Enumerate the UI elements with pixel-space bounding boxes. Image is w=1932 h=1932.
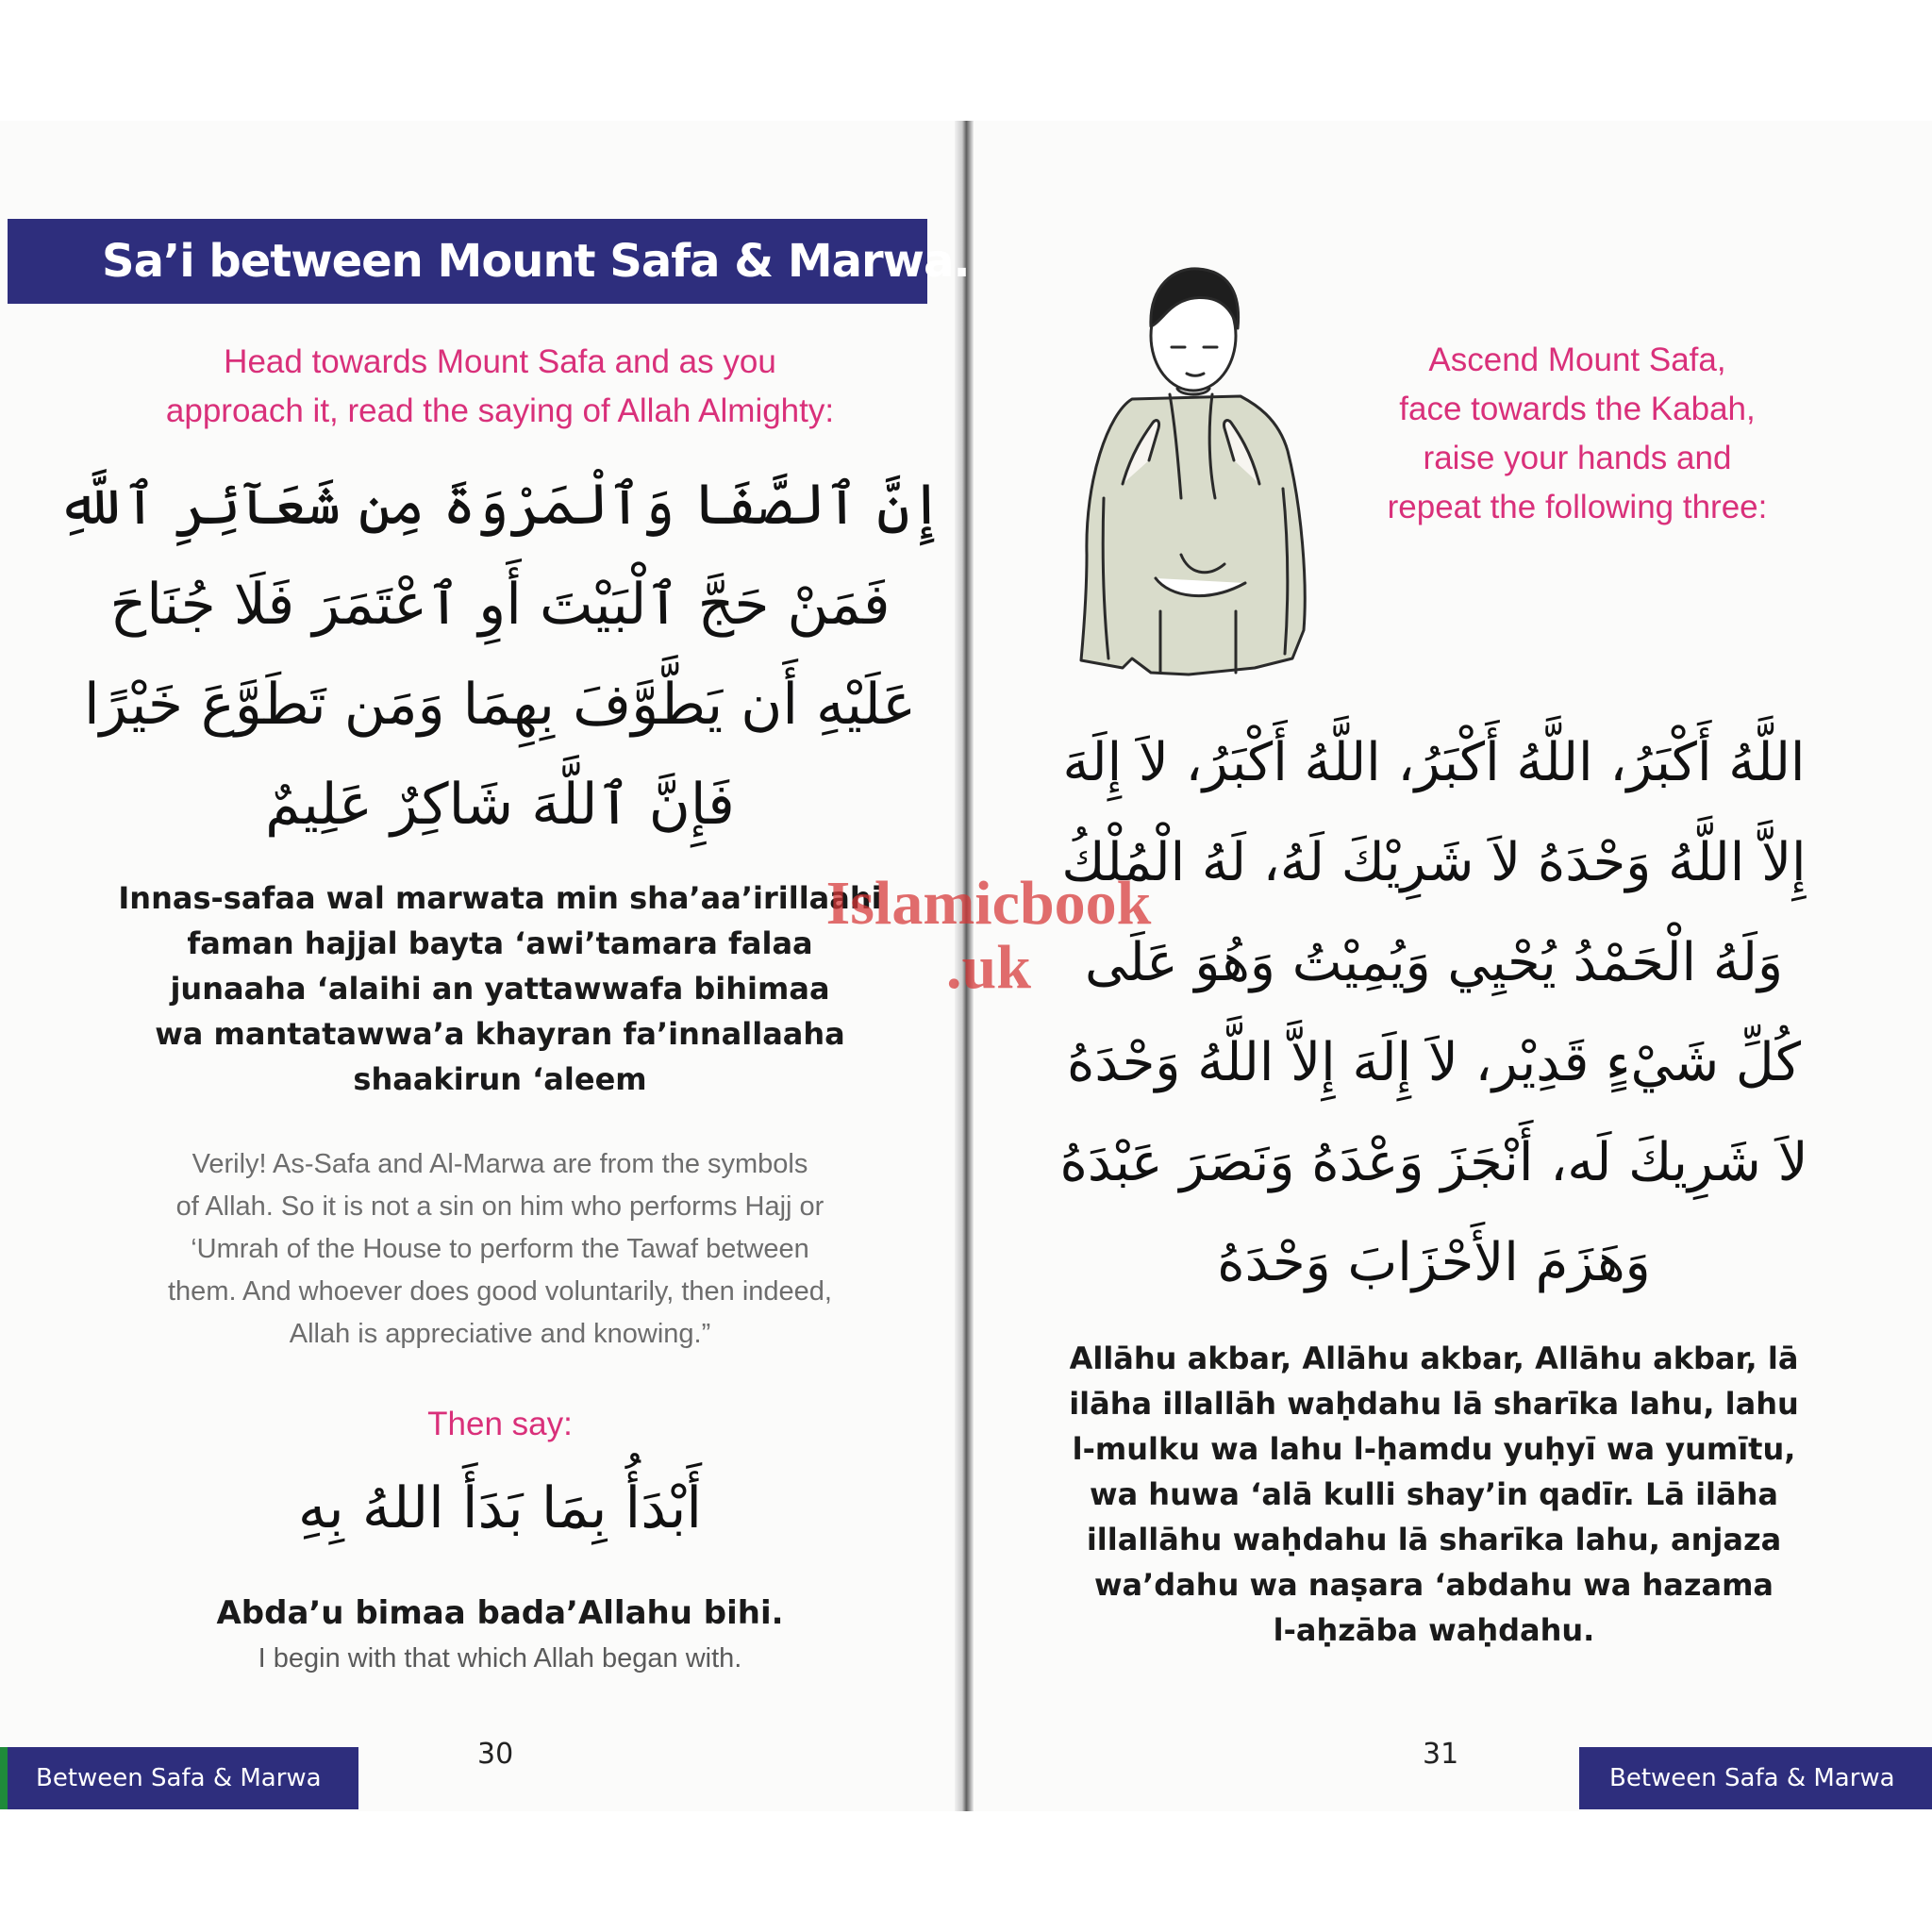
transliteration-line: junaaha ‘alaihi an yattawwafa bihimaa <box>170 971 830 1007</box>
translation-line: Verily! As-Safa and Al-Marwa are from the symbols <box>192 1149 808 1179</box>
watermark-line: .uk <box>946 933 1031 1002</box>
short-transliteration: Abda’u bimaa bada’Allahu bihi. <box>216 1594 784 1632</box>
instruction-text <box>1321 336 1834 532</box>
translation-line: Allah is appreciative and knowing.” <box>289 1319 711 1349</box>
instruction-line: raise your hands and <box>1423 440 1732 476</box>
translation-line: them. And whoever does good voluntarily, then indeed, <box>168 1276 832 1307</box>
arabic-verse-line: إِنَّ ٱلصَّفَا وَٱلْمَرْوَةَ مِن شَعَآئِرِ ٱللَّهِ <box>57 472 943 538</box>
short-translation: I begin with that which Allah began with. <box>258 1643 742 1674</box>
right-footer-tab: Between Safa & Marwa <box>1579 1747 1932 1809</box>
watermark-line: Islamicbook <box>825 869 1152 938</box>
transliteration-line: wa mantatawwa’a khayran fa’innallaaha <box>155 1016 845 1052</box>
instruction-line: repeat the following three: <box>1387 489 1768 525</box>
page-number-left: 30 <box>477 1738 514 1771</box>
intro-text <box>38 338 962 436</box>
transliteration-line: wa’dahu wa naṣara ‘abdahu wa hazama <box>1093 1567 1774 1603</box>
intro-line: approach it, read the saying of Allah Almighty: <box>165 392 835 429</box>
verse-translation <box>38 1143 962 1356</box>
arabic-takbir-line: لاَ شَرِيكَ لَه، أَنْجَزَ وَعْدَهُ وَنَصَرَ عَبْدَهُ <box>1059 1132 1808 1193</box>
transliteration-line: faman hajjal bayta ‘awi’tamara falaa <box>187 925 813 961</box>
translation-line: ‘Umrah of the House to perform the Tawaf between <box>191 1234 809 1264</box>
arabic-takbir-line: إِلاَّ اللَّهُ وَحْدَهُ لاَ شَرِيْكَ لَهُ، لَهُ الْمُلْكُ <box>1061 832 1807 893</box>
transliteration-line: illallāhu waḥdahu lā sharīka lahu, anjaza <box>1086 1522 1782 1557</box>
arabic-takbir-line: وَهَزَمَ الأَحْزَابَ وَحْدَهُ <box>1217 1232 1651 1293</box>
translation-line: of Allah. So it is not a sin on him who performs Hajj or <box>175 1191 824 1222</box>
transliteration-line: l-mulku wa lahu l-ḥamdu yuḥyī wa yumītu, <box>1072 1431 1796 1467</box>
arabic-takbir-line: كُلِّ شَيْءٍ قَدِيْر، لاَ إِلَهَ إِلاَّ اللَّهُ وَحْدَهُ <box>1067 1032 1801 1093</box>
transliteration-line: Innas-safaa wal marwata min sha’aa’irillaahi <box>118 880 882 916</box>
takbir-transliteration <box>1019 1336 1849 1653</box>
page-title: Sa’i between Mount Safa & Marwa. <box>8 219 927 304</box>
arabic-takbir <box>1019 713 1849 1313</box>
arabic-verse-line: فَمَنْ حَجَّ ٱلْبَيْتَ أَوِ ٱعْتَمَرَ فَلَا جُنَاحَ <box>109 572 891 638</box>
transliteration-line: Allāhu akbar, Allāhu akbar, Allāhu akbar, lā <box>1069 1341 1799 1376</box>
transliteration-line: l-aḥzāba waḥdahu. <box>1273 1612 1595 1648</box>
left-footer-tab: Between Safa & Marwa <box>0 1747 358 1809</box>
arabic-verse <box>38 455 962 855</box>
instruction-line: face towards the Kabah, <box>1399 391 1756 427</box>
arabic-verse-line: عَلَيْهِ أَن يَطَّوَّفَ بِهِمَا وَمَن تَطَوَّعَ خَيْرًا <box>83 672 916 738</box>
transliteration-line: shaakirun ‘aleem <box>353 1061 647 1097</box>
transliteration-line: ilāha illallāh waḥdahu lā sharīka lahu, lahu <box>1069 1386 1799 1422</box>
watermark <box>800 869 1177 1002</box>
arabic-verse-line: فَإِنَّ ٱللَّهَ شَاكِرٌ عَلِيمٌ <box>265 772 735 838</box>
arabic-short-dua: أَبْدَأُ بِمَا بَدَأَ اللهُ بِهِ <box>297 1475 703 1541</box>
pilgrim-illustration <box>1066 253 1321 677</box>
then-say-label: Then say: <box>427 1406 573 1442</box>
arabic-takbir-line: وَلَهُ الْحَمْدُ يُحْيِي وَيُمِيْتُ وَهُوَ عَلَى <box>1084 932 1783 993</box>
intro-line: Head towards Mount Safa and as you <box>224 343 776 380</box>
arabic-takbir-line: اللَّهُ أَكْبَرُ، اللَّهُ أَكْبَرُ، اللَّهُ أَكْبَرُ، لاَ إِلَهَ <box>1062 732 1806 793</box>
transliteration-line: wa huwa ‘alā kulli shay’in qadīr. Lā ilāha <box>1090 1476 1778 1512</box>
page-number-right: 31 <box>1423 1738 1459 1771</box>
instruction-line: Ascend Mount Safa, <box>1428 341 1726 378</box>
